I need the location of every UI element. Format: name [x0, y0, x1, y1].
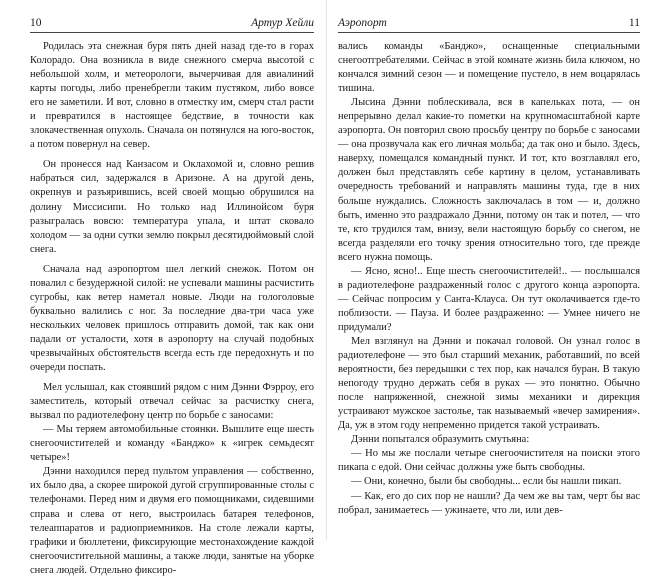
paragraph: вались команды «Банджо», оснащенные специальными снегоотгребателями. Сейчас в этой комнате жизнь била ключом, но кончался зимний сезон — и помещение пустело, в нем воцарялась тишина.	[338, 41, 640, 95]
paragraph: — Как, его до сих пор не нашли? Да чем же вы там, черт бы вас побрал, занимаетесь — ужинаете, что ли, или дев-	[338, 490, 640, 516]
paragraph: Лысина Дэнни поблескивала, вся в капельках пота, — он непрерывно делал какие-то пометки на крупномасштабной карте аэропорта. Он повторил свою просьбу центру по борьбе с заносами — она прозвучала как его личная мольба; да так оно и было. Здесь, наверху, помещался командный пункт. И тот, кто возглавлял его, должен был представлять себе картину в целом, устанавливать очередность требований и направлять машины туда, где в них больше нуждались. Сложность заключалась в том — и, должно быть, именно это раздражало Дэнни, потому он так и потел, — что те, кто трудился там, внизу, вели настоящую борьбу со снегом, не всегда разделяли его точку зрения относительно того, где прежде всего нужна помощь.	[338, 97, 640, 263]
paragraph: Родилась эта снежная буря пять дней назад где-то в горах Колорадо. Она возникла в виде снежного смерча высотой с небольшой холм, и метеорологи, вычерчивая для авиалиний карты погоды, либо пренебрегли таким пустяком, либо вовсе его не заметили. И вот, словно в отместку им, смерч стал расти и превратился в настоящее бедствие, в точности как злокачественная опухоль. Сначала он потянулся на юго-восток, а потом повернул на север.	[30, 41, 314, 151]
paragraph: Мел услышал, как стоявший рядом с ним Дэнни Фэрроу, его заместитель, который отвечал сейчас за расчистку снега, вызвал по радиотелефону центр по борьбе с заносами:	[30, 382, 314, 422]
right-page-body	[338, 40, 640, 518]
right-page	[327, 0, 654, 540]
left-page-header	[30, 17, 314, 33]
left-page	[0, 0, 327, 576]
left-page-number: 10	[30, 17, 42, 29]
paragraph: — Но мы же послали четыре снегоочистителя на поиски этого пикапа с едой. Они сейчас должны уже быть свободны.	[338, 448, 640, 474]
paragraph: Он пронесся над Канзасом и Оклахомой и, словно решив набраться сил, задержался в Аризоне. А на другой день, окрепнув и разъярившись, всей своей мощью обрушился на долину Миссисипи. Но только над Иллинойсом буря разыгралась вовсю: температура упала, и штат сковало холодом — за одни сутки землю покрыл десятидюймовый слой снега.	[30, 159, 314, 255]
left-running-head: Артур Хейли	[251, 17, 314, 29]
paragraph: — Мы теряем автомобильные стоянки. Вышлите еще шесть снегоочистителей и команду «Банджо» к «игрек семьдесят четыре»!	[30, 424, 314, 464]
right-page-header	[338, 17, 640, 33]
paragraph: Сначала над аэропортом шел легкий снежок. Потом он повалил с безудержной силой: не успевали машины расчистить сугробы, как ветер наметал новые. Люди на гологоловые буквально валились с ног. За последние два-три часа уже нескольких человек пришлось отправить домой, так как они падали от усталости, хотя в аэропорту на случай подобных чрезвычайных обстоятельств всегда есть где передохнуть и по очереди поспать.	[30, 263, 314, 374]
paragraph: — Они, конечно, были бы свободны... если бы нашли пикап.	[351, 476, 622, 488]
paragraph: Дэнни находился перед пультом управления — собственно, их было два, а скорее широкой дугой сгруппированные столы с телефонами. Перед ним и двумя его помощниками, сидевшими справа и слева от него, выстроилась батарея телефонов, телеаппаратов и радиоприемников. На столе лежали карты, графики и бюллетени, фиксирующие местонахождение каждой снегоочистительной машины, а также люди, занятые на уборке снега людей. Отдельно фиксиро-	[30, 466, 314, 576]
paragraph: — Ясно, ясно!.. Еще шесть снегоочистителей!.. — послышался в радиотелефоне раздраженный голос с другого конца аэропорта. — Сейчас попросим у Санта-Клауса. Он тут околачивается где-то поблизости. — Пауза. И более раздраженно: — Умнее ничего не придумали?	[338, 265, 640, 333]
paragraph: Мел взглянул на Дэнни и покачал головой. Он узнал голос в радиотелефоне — это был старший механик, работавший, по всей вероятности, без передышки с тех пор, как начался буран. В такую непогоду трудно держать себя в руках — это понятно. Обычно после напряженной, снежной зимы механики и дирекция устраивают мужское застолье, так называемый «вечер замирения». Да, уж в этом году непременно придется такой устраивать.	[338, 335, 640, 432]
paragraph: Дэнни попытался образумить смутьяна:	[351, 434, 530, 446]
right-page-number: 11	[628, 17, 640, 29]
left-page-body	[30, 40, 314, 578]
right-running-head: Аэропорт	[338, 17, 387, 29]
